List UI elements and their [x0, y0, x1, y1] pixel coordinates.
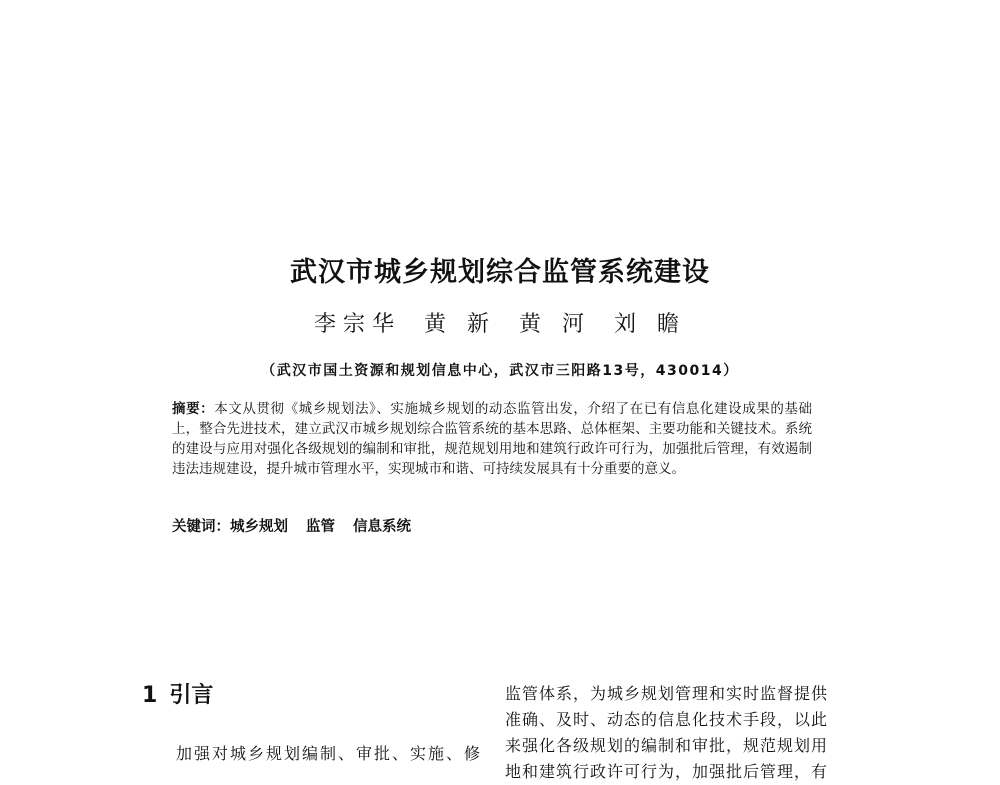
section-title: 引言	[169, 683, 214, 708]
body-text-line: 来强化各级规划的编制和审批，规范规划用	[505, 736, 829, 755]
author-name: 李宗华	[313, 312, 401, 337]
body-text-line: 地和建筑行政许可行为，加强批后管理，有	[505, 762, 829, 781]
body-text-right-column	[505, 681, 850, 785]
author-name: 黄 河	[519, 312, 591, 337]
paper-title: 武汉市城乡规划综合监管系统建设	[290, 257, 710, 288]
abstract-text: 本文从贯彻《城乡规划法》、实施城乡规划的动态监管出发，介绍了在已有信息化建设成果的基础上，整合先进技术，建立武汉市城乡规划综合监管系统的基本思路、总体框架、主要功能和关键技术。系统的建设与应用对强化各级规划的编制和审批，规范规划用地和建筑行政许可行为，加强批后管理，有效遏制违法违规建设，提升城市管理水平，实现城市和谐、可持续发展具有十分重要的意义。	[172, 401, 813, 477]
body-text-left-column: 加强对城乡规划编制、审批、实施、修	[176, 744, 483, 763]
author-affiliation: （武汉市国土资源和规划信息中心，武汉市三阳路13号，430014）	[261, 363, 739, 379]
author-name: 黄 新	[424, 312, 496, 337]
abstract	[172, 399, 812, 479]
keyword-item: 城乡规划	[230, 519, 288, 535]
keywords-label: 关键词：	[172, 519, 230, 535]
author-list	[0, 310, 1000, 340]
section-heading	[142, 681, 213, 711]
body-text-line: 准确、及时、动态的信息化技术手段，以此	[505, 710, 829, 729]
section-number: 1	[142, 683, 158, 708]
keyword-item: 信息系统	[353, 519, 411, 535]
abstract-label: 摘要：	[172, 401, 215, 417]
keyword-item: 监管	[306, 519, 335, 535]
keywords	[172, 516, 812, 538]
author-name: 刘 瞻	[614, 312, 686, 337]
body-text-line: 监管体系，为城乡规划管理和实时监督提供	[505, 684, 829, 703]
